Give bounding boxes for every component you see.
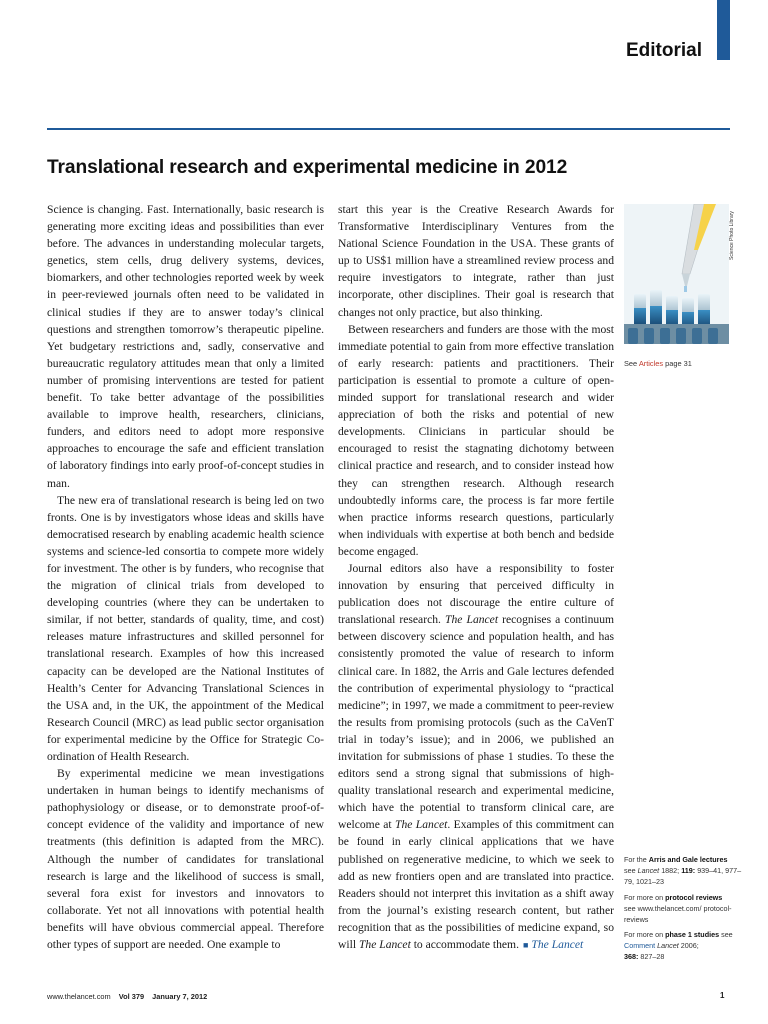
- margin-note-topic: phase 1 studies: [665, 930, 720, 939]
- page-number: 1: [720, 991, 725, 1000]
- protocol-reviews-link[interactable]: see www.thelancet.com/ protocol-reviews: [624, 903, 732, 924]
- photo-credit: Science Photo Library: [729, 211, 735, 260]
- left-column: [47, 201, 324, 953]
- issue-date: January 7, 2012: [152, 992, 208, 1001]
- paragraph: By experimental medicine we mean investigations undertaken in human beings to identify mechanisms of pathophysiology or disease, or to demonstrate proof-of-concept evidence of the validity and importance of new treatments (this definition is adapted from the MRC). Although the number of candidates for translational research is large and the likelihood of success is small, several fora exist for investors and innovators to collaborate. Yet not all innovations with potential health benefits will have obvious commercial appeal. Therefore other types of support are needed. One example to: [47, 767, 324, 952]
- paragraph: Between researchers and funders are those with the most immediate potential to gain from more effective translation of early research: patients and practitioners. Their participation is essential to promote a culture of open-minded support for translational research and wider appreciation of both the risks and potential of new developments. Clinicians in particular should be encouraged to resist the stagnating dichotomy between clinical practice and research, and to consider instead how they can strengthen research. Although research undoubtedly informs care, the process is far more fertile when practice informs research questions, particularly when individuals with expertise at both bench and bedside become engaged.: [338, 322, 614, 558]
- article-title: Translational research and experimental medicine in 2012: [47, 157, 568, 178]
- paragraph: Science is changing. Fast. Internationally, basic research is generating more exciting ideas and possibilities than ever before. The advances in understanding molecular targets, genetics, stem cells, drug delivery systems, devices, biomarkers, and other technologies reported week by week in peer-reviewed journals often need to be validated in clinical studies if they are to answer today’s clinical questions and strengthen tomorrow’s therapeutic pipeline. Yet budgetary restrictions and, sadly, conservative and bureaucratic regulatory attitudes mean that only a limited number of promising interventions are tested for patient benefit. To take better advantage of the possibilities available to improve health, researchers, clinicians, funders, and editors need to adopt more responsive approaches to encourage the safe and efficient translation of laboratory findings into early proof-of-concept studies in man.: [47, 203, 324, 490]
- volume: Vol 379: [118, 992, 145, 1001]
- journal-name: The Lancet: [395, 818, 448, 832]
- paragraph-text: to accommodate them.: [413, 938, 519, 952]
- paragraph-text: Journal editors also have a responsibility to foster innovation by ensuring that perceived difficulty in publication does not discourage the entire culture of translational research.: [338, 561, 614, 627]
- margin-note-protocol-reviews: For more on protocol reviews see www.thelancet.com/ protocol-reviews: [624, 893, 732, 924]
- footer: [47, 992, 207, 1001]
- journal-name: The Lancet: [445, 613, 499, 627]
- lab-photo: [624, 204, 729, 344]
- journal-name: The Lancet: [358, 938, 411, 952]
- end-mark-icon: ■: [522, 940, 529, 951]
- section-label: Editorial: [625, 40, 702, 61]
- signature: The Lancet: [531, 938, 584, 952]
- header-rule: [47, 128, 730, 130]
- paragraph-text: . Examples of this commitment can be found in early clinical applications that we have published on regenerative medicine, to which we seek to add as new frontiers open and are translated into practice. Readers should not interpret this invitation as a shift away from the journal’s existing research content, but rather recognition that as the possibilities of medicine expand, so will: [338, 818, 614, 952]
- see-articles-note: See Articles page 31: [624, 359, 692, 368]
- margin-note-arris-gale: For the Arris and Gale lectures see Lancet 1882; 119: 939–41, 977–79, 1021–23: [624, 855, 742, 886]
- comment-link[interactable]: Comment: [624, 940, 656, 950]
- paragraph: The new era of translational research is being led on two fronts. One is by investigators whose ideas and skills have democratised research by enabling academic health science systems and science-led consortia to compete more widely for investment. The other is by funders, who recognise that the migration of clinical trials from developed to developing countries (where they can be undertaken to similar, if not better, standards of quality, time, and cost) releases mature infrastructures and skilled personnel for translational research. Examples of how this increased capacity can be developed are the National Institutes of Health’s Center for Advancing Translational Sciences in the USA and, in the UK, the appointment of the Medical Research Council (MRC) as lead public sector organisation for experimental medicine by the Office for Strategic Co-ordination of Health Research.: [47, 493, 324, 763]
- margin-note-topic: protocol reviews: [665, 893, 723, 902]
- pipette-vials-illustration: [624, 204, 729, 344]
- margin-note-phase1: For more on phase 1 studies see Comment Lancet 2006; 368: 827–28: [624, 930, 733, 961]
- right-column: [338, 201, 614, 954]
- paragraph: start this year is the Creative Research Awards for Transformative Interdisciplinary Ventures from the National Science Foundation in the USA. These grants of up to US$1 million have a streamlined review process and require investigators to integrate, rather than just incorporate, other disciplines. Their goal is research that changes not only practice, but also thinking.: [338, 203, 614, 319]
- paragraph: [338, 560, 614, 954]
- articles-link[interactable]: Articles: [638, 359, 664, 368]
- header-accent-bar: [717, 0, 730, 60]
- paragraph-text: recognises a continuum between discovery science and population health, and has consistently promoted the value of research to inform clinical care. In 1882, the Arris and Gale lectures defended the contribution of experimental physiology to “practical medicine”; in 1997, we made a commitment to peer-review the results from promising protocols (such as the CaVenT trial in today’s issue); and in 2006, we published an invitation for submissions of phase 1 studies. To these the editors send a strong signal that submissions of high-quality translational research and experimental medicine, which have the potential to transform clinical care, are welcome at: [338, 613, 615, 832]
- site-url[interactable]: www.thelancet.com: [47, 992, 111, 1001]
- margin-note-topic: Arris and Gale lectures: [648, 855, 728, 864]
